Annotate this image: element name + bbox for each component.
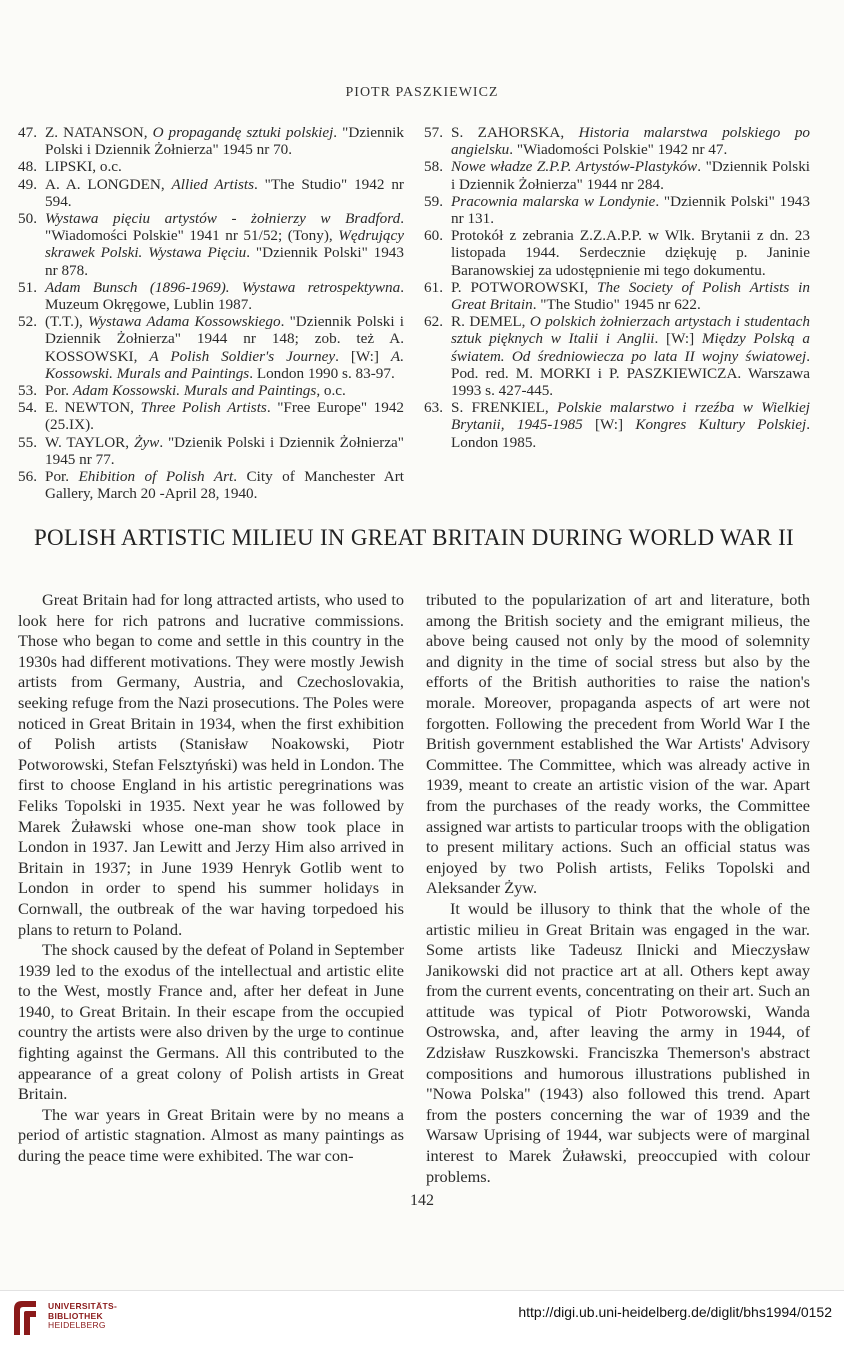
footnote-title: Kongres Kultury Polskiej [635, 416, 807, 434]
footnote-segment: [W:] [582, 416, 636, 434]
footnote [18, 468, 404, 502]
footnote [18, 124, 404, 158]
footnote [18, 158, 404, 175]
footnote-segment: . "Dzienik Polski i Dziennik Żołnierza" 1945 nr 77. [45, 433, 404, 468]
body-paragraph: It would be illusory to think that the whole of the artistic milieu in Great Britain was engaged in the war. Some artists like Tadeusz Ilnicki and Mieczysław Janikowski did not practice art at all. Others kept away from the current events, concentrating on their art. Such an attitude was typical of Piotr Potworowski, Wanda Ostrowska, and, after leaving the army in 1944, of Zdzisław Ruszkowski. Franciszka Themerson's abstract compositions and humorous illustrations published in "Nowa Polska" (1943) also followed this trend. Apart from the posters concerning the war of 1939 and the Warsaw Uprising of 1944, war subjects were of marginal interest to Marek Żuławski, preoccupied with colour problems. [426, 898, 810, 1186]
footnote-text [451, 227, 810, 279]
footnote-number: 62. [424, 313, 443, 331]
footnote-segment: . "Dziennik Polski" 1943 nr 878. [45, 244, 404, 279]
footnote [424, 399, 810, 451]
footnote [18, 279, 404, 313]
footnote-title: Adam Kossowski. Murals and Paintings [72, 382, 317, 400]
footnote-text [45, 124, 404, 158]
footnote-number: 54. [18, 399, 37, 417]
footnote-segment: . "Dziennik Polski i Dziennik Żołnierza" 1944 nr 148; zob. też A. KOSSOWSKI, [45, 313, 405, 365]
footnote-text [451, 279, 810, 313]
footnote-segment: S. ZAHORSKA, [451, 124, 579, 141]
footnote-segment: A. A. LONGDEN, [45, 175, 172, 193]
library-name-line: HEIDELBERG [48, 1320, 106, 1330]
footnote-text [45, 210, 404, 279]
footnote-segment: S. FRENKIEL, [451, 399, 557, 417]
footnote-text [451, 313, 810, 399]
footnote-title: A Polish Soldier's Journey [149, 347, 336, 365]
footnote-title: Między Polską a światem. Od średniowiecza po lata II wojny światowej [451, 330, 810, 365]
footnote-number: 47. [18, 124, 37, 141]
footnote-title: Historia malarstwa polskiego po angielsku [451, 124, 811, 159]
footnote-segment: . "Dziennik Polski" 1943 nr 131. [451, 192, 810, 228]
footnote-segment: Z. NATANSON, [45, 124, 153, 141]
footnote-segment: Por. [45, 468, 79, 486]
library-name [48, 1302, 117, 1331]
footnote-segment: Por. [45, 382, 73, 400]
footnote-segment: . Pod. red. M. MORKI i P. PASZKIEWICZA. Warszawa 1993 s. 427-445. [451, 347, 810, 400]
footnote-title: Wędrujący skrawek Polski. Wystawa Pięciu [45, 227, 404, 262]
footnote-title: Pracownia malarska w Londynie [451, 192, 656, 210]
footnote-title: Adam Bunsch (1896-1969). Wystawa retrospektywna [45, 278, 401, 296]
section-title: POLISH ARTISTIC MILIEU IN GREAT BRITAIN DURING WORLD WAR II [33, 525, 795, 550]
footnote-title: Allied Artists [171, 175, 255, 193]
footnote-number: 59. [424, 192, 443, 210]
footnote-text [45, 313, 404, 382]
footnote [424, 227, 810, 279]
footnote [424, 193, 810, 227]
footnote-text [45, 176, 404, 210]
footnote-segment: E. NEWTON, [45, 399, 141, 417]
footnote-segment: P. POTWOROWSKI, [451, 278, 598, 296]
footnote-text [45, 434, 404, 468]
footnote-number: 63. [424, 399, 443, 417]
footnote-number: 48. [18, 158, 37, 176]
footnotes-right-column [424, 124, 810, 451]
footnote-number: 58. [424, 158, 443, 176]
footnote [18, 176, 404, 210]
footnote [424, 124, 810, 158]
footnote-segment: W. TAYLOR, [45, 433, 134, 451]
library-name-line: BIBLIOTHEK [48, 1310, 103, 1321]
footnote-text [451, 158, 810, 192]
body-paragraph: tributed to the popularization of art and literature, both among the British society and the emigrant milieus, the above being caused not only by the mood of solemnity and dignity in the time of social stress but also by the efforts of the British authorities to raise the nation's morale. Moreover, propaganda aspects of art were not forgotten. Following the precedent from World War I the British government established the War Artists' Advisory Committee. The Committee, which was already active in 1939, meant to create an artistic vision of the war. Apart from the purchases of the ready works, the Committee assigned war artists to particular troops with the obligation to present military actions. Such an official status was enjoyed by two Polish artists, Feliks Topolski and Aleksander Żyw. [426, 590, 810, 898]
footnote-number: 51. [18, 278, 37, 296]
footnote-text [45, 399, 404, 433]
body-paragraph: Great Britain had for long attracted artists, who used to look here for rich patrons and lucrative commissions. Those who began to come and settle in this country in the 1930s had different motivations. They were mostly Jewish artists from Germany, Austria, and Czechoslovakia, seeking refuge from the Nazi prosecutions. The Poles were noticed in Great Britain in 1934, when the first exhibition of Polish artists (Stanisław Noakowski, Piotr Potworowski, Stefan Felsztyński) was held in London. The first to choose England in his artistic peregrinations was Feliks Topolski in 1935. Next year he was followed by Marek Żuławski whose one-man show took place in London in 1937. Jan Lewitt and Jerzy Him also arrived in Britain in 1937; in June 1939 Henryk Gotlib went to London in order to spend his summer holidays in Cornwall, the outbreak of the war having torpedoed his plans to return to Poland. [18, 590, 404, 939]
footnote-text [45, 468, 404, 502]
footnote-text [45, 158, 404, 175]
body-paragraph: The war years in Great Britain were by no means a period of artistic stagnation. Almost as many paintings as during the peace time were exhibited. The war con- [18, 1104, 404, 1166]
library-logo-icon[interactable] [8, 1297, 42, 1337]
footnote-title: Nowe władze Z.P.P. Artystów-Plastyków [451, 158, 698, 176]
footnote-segment: R. DEMEL, [451, 313, 530, 331]
footnote-segment: . Muzeum Okręgowe, Lublin 1987. [45, 278, 404, 314]
page-number: 142 [410, 1192, 434, 1209]
source-url-link[interactable]: http://digi.ub.uni-heidelberg.de/diglit/bhs1994/0152 [518, 1304, 832, 1320]
footnote-title: Ehibition of Polish Art [78, 468, 234, 486]
footnote-title: Polskie malarstwo i rzeźba w Wielkiej Brytanii, 1945-1985 [451, 399, 810, 434]
footnote [424, 279, 810, 313]
footnote-number: 60. [424, 227, 443, 245]
footnote-segment: . [W:] [654, 330, 702, 348]
footnote-number: 49. [18, 175, 37, 193]
footnote-number: 53. [18, 382, 37, 400]
footnote-segment: . "The Studio" 1945 nr 622. [532, 296, 701, 314]
footnote-number: 55. [18, 433, 37, 451]
footnote-segment: LIPSKI, o.c. [45, 158, 122, 176]
footnote-segment: . City of Manchester Art Gallery, March 20 -April 28, 1940. [45, 468, 404, 503]
body-left-column [18, 590, 404, 1167]
footnote-text [45, 382, 404, 399]
footer-bar [0, 1290, 844, 1351]
footnote [18, 210, 404, 279]
footnote-number: 56. [18, 468, 37, 486]
footnote-title: A. Kossowski. Murals and Paintings [45, 347, 404, 382]
footnote-title: Wystawa pięciu artystów - żołnierzy w Bradford [45, 210, 401, 228]
footnote [424, 313, 810, 399]
footnotes-left-column [18, 124, 404, 502]
footnote-segment: Protokół z zebrania Z.Z.A.P.P. w Wlk. Brytanii z dn. 23 listopada 1944. Serdecznie dziękuję p. Janinie Baranowskiej za udostępnienie mi tego dokumentu. [451, 227, 810, 279]
body-paragraph: The shock caused by the defeat of Poland in September 1939 led to the exodus of the intellectual and artistic elite to the West, mostly France and, after her defeat in June 1940, to Great Britain. In their escape from the occupied country the artists were also driven by the urge to continue fighting against the Germans. All this contributed to the appearance of a great colony of Polish artists in Great Britain. [18, 940, 404, 1104]
footnote-segment: (T.T.), [45, 313, 88, 331]
footnote-text [45, 279, 404, 313]
footnote-segment: . [W:] [335, 347, 391, 365]
footnote-title: Wystawa Adama Kossowskiego [87, 313, 281, 331]
running-head: PIOTR PASZKIEWICZ [345, 85, 499, 100]
footnote-segment: . London 1985. [451, 416, 810, 451]
library-name-line: UNIVERSITÄTS- [48, 1301, 118, 1311]
footnote-segment: . "The Studio" 1942 nr 594. [45, 175, 404, 210]
footnote [18, 434, 404, 468]
footnote-number: 52. [18, 313, 37, 331]
footnote-title: Żyw [133, 433, 160, 451]
footnote-segment: . London 1990 s. 83-97. [249, 364, 395, 382]
footnote-title: Three Polish Artists [140, 399, 267, 417]
footnote [424, 158, 810, 192]
footnote-segment: . "Free Europe" 1942 (25.IX). [45, 399, 405, 434]
footnote-text [451, 399, 810, 451]
footnote-number: 61. [424, 278, 443, 296]
footnote-title: O propagandę sztuki polskiej [152, 124, 334, 141]
footnote-segment: . "Wiadomości Polskie" 1942 nr 47. [509, 141, 728, 159]
footnote [18, 399, 404, 433]
footnote-segment: . "Dziennik Polski i Dziennik Żołnierza" 1945 nr 70. [45, 124, 404, 159]
body-right-column [426, 590, 810, 1187]
footnote-segment: , o.c. [316, 382, 346, 400]
footnote-number: 50. [18, 210, 37, 228]
footnote-segment: . "Dziennik Polski i Dziennik Żołnierza" 1944 nr 284. [451, 158, 811, 193]
footnote [18, 382, 404, 399]
footnote-segment: . "Wiadomości Polskie" 1941 nr 51/52; (Tony), [45, 210, 404, 245]
footnote-text [451, 193, 810, 227]
footnote-title: O polskich żołnierzach artystach i studentach sztuk pięknych w Italii i Anglii [451, 313, 811, 348]
footnote-text [451, 124, 810, 158]
footnote [18, 313, 404, 382]
footnote-number: 57. [424, 124, 443, 141]
footnote-title: The Society of Polish Artists in Great Britain [451, 278, 810, 314]
